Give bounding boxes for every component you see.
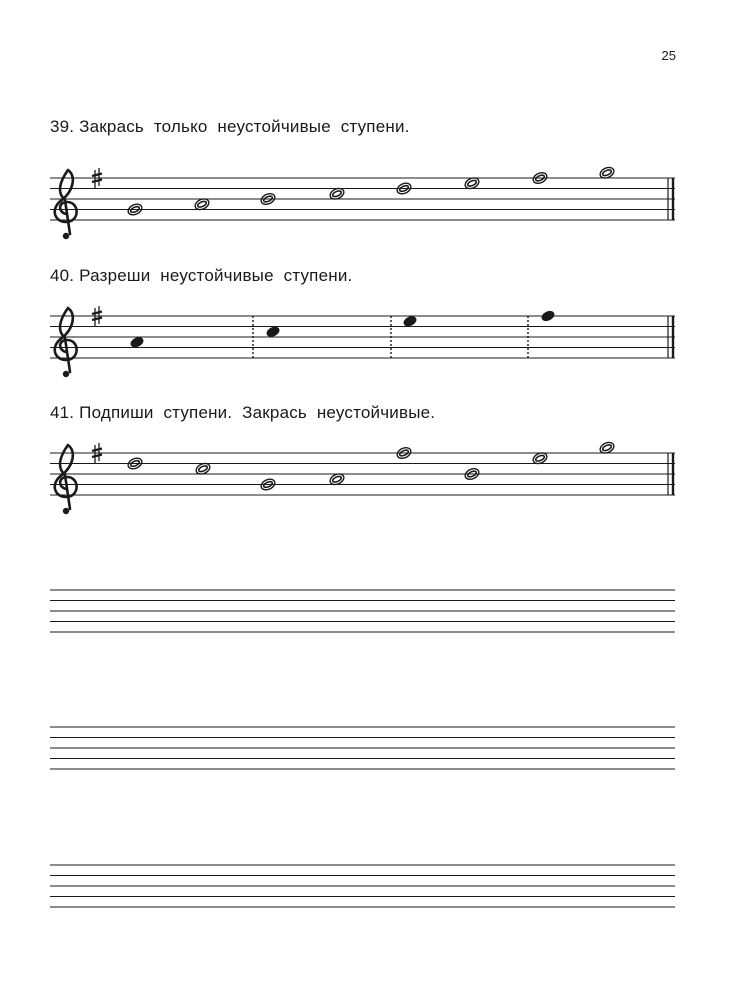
page-number: 25 xyxy=(661,48,676,63)
note-fsharp5 xyxy=(540,309,556,323)
task-40-staff xyxy=(0,290,741,380)
task-39-staff xyxy=(0,152,741,242)
empty-staff-1 xyxy=(0,580,741,640)
task-41-staff xyxy=(0,427,741,517)
empty-staff-2 xyxy=(0,717,741,777)
treble-clef-icon xyxy=(55,308,77,377)
treble-clef-icon xyxy=(55,445,77,514)
empty-staff-3 xyxy=(0,855,741,915)
task-41-title: 41. Подпиши ступени. Закрась неустойчивые. xyxy=(50,403,436,422)
task-40-title: 40. Разреши неустойчивые ступени. xyxy=(50,266,353,285)
treble-clef-icon xyxy=(55,170,77,239)
task-39-title: 39. Закрась только неустойчивые ступени. xyxy=(50,117,410,136)
